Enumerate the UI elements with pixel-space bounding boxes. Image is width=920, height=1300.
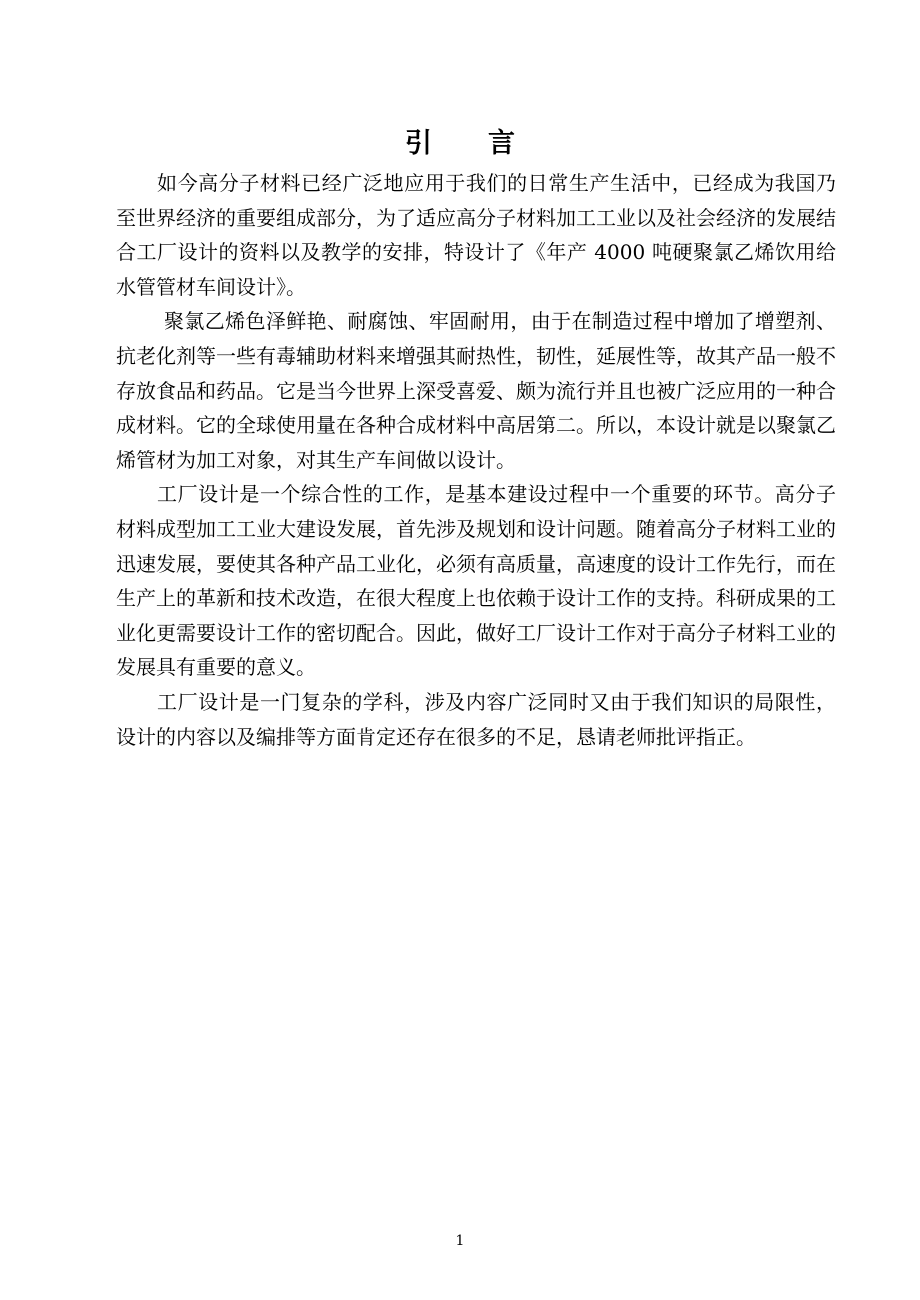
page-number: 1 — [455, 1233, 465, 1249]
page-title: 引言 — [405, 128, 571, 159]
paragraph-factory-design: 工厂设计是一个综合性的工作，是基本建设过程中一个重要的环节。高分子材料成型加工工业大建设发展，首先涉及规划和设计问题。随着高分子材料工业的迅速发展，要使其各种产品工业化，必须有高质量，高速度的设计工作先行，而在生产上的革新和技术改造，在很大程度上也依赖于设计工作的支持。科研成果的工业化更需要设计工作的密切配合。因此，做好工厂设计工作对于高分子材料工业的发展具有重要的意义。 — [116, 482, 836, 680]
paragraph-pvc: 聚氯乙烯色泽鲜艳、耐腐蚀、牢固耐用，由于在制造过程中增加了增塑剂、抗老化剂等一些有毒辅助材料来增强其耐热性，韧性，延展性等，故其产品一般不存放食品和药品。它是当今世界上深受喜爱、颇为流行并且也被广泛应用的一种合成材料。它的全球使用量在各种合成材料中高居第二。所以，本设计就是以聚氯乙烯管材为加工对象，对其生产车间做以设计。 — [116, 309, 836, 472]
paragraph-closing: 工厂设计是一门复杂的学科，涉及内容广泛同时又由于我们知识的局限性，设计的内容以及编排等方面肯定还存在很多的不足，恳请老师批评指正。 — [116, 689, 836, 749]
paragraph-intro: 如今高分子材料已经广泛地应用于我们的日常生产生活中，已经成为我国乃至世界经济的重要组成部分，为了适应高分子材料加工工业以及社会经济的发展结合工厂设计的资料以及教学的安排，特设计了《年产 4000 吨硬聚氯乙烯饮用给水管管材车间设计》。 — [116, 171, 836, 299]
body-text — [116, 166, 836, 754]
